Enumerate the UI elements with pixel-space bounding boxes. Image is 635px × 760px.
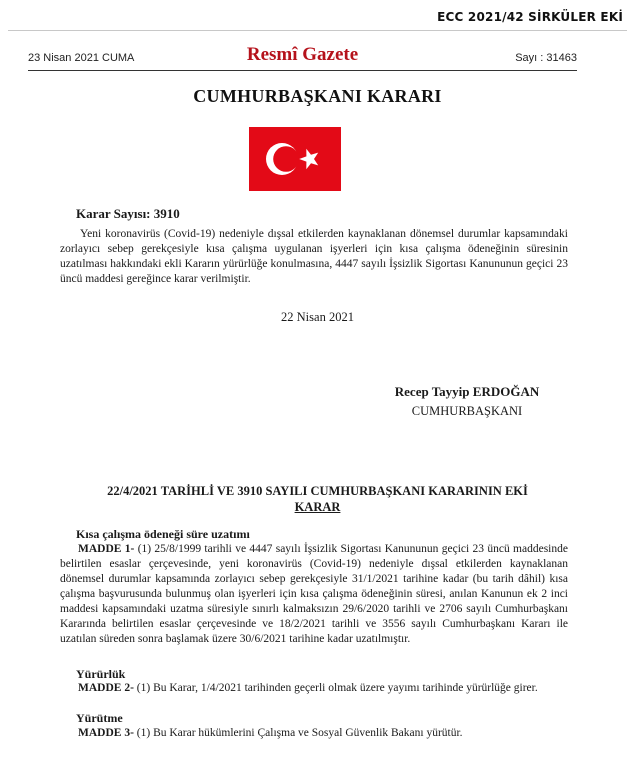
article-3-number: MADDE 3- — [78, 727, 134, 739]
section-heading-execution: Yürütme — [76, 711, 123, 725]
section-heading-extension: Kısa çalışma ödeneği süre uzatımı — [76, 527, 250, 541]
gazette-issue: Sayı : 31463 — [515, 52, 577, 64]
flag-crescent-inner — [273, 146, 299, 172]
turkish-flag-icon — [249, 127, 341, 191]
article-2-number: MADDE 2- — [78, 682, 134, 694]
article-2-text: (1) Bu Karar, 1/4/2021 tarihinden geçerli olmak üzere yayımı tarihinde yürürlüğe girer. — [133, 682, 538, 694]
signer-name: Recep Tayyip ERDOĞAN — [394, 384, 540, 399]
article-1 — [60, 542, 568, 647]
annex-subtitle: KARAR — [294, 500, 341, 514]
article-1-number: MADDE 1- — [78, 543, 135, 555]
article-3-text: (1) Bu Karar hükümlerini Çalışma ve Sosyal Güvenlik Bakanı yürütür. — [133, 727, 463, 739]
decree-intro: Yeni koronavirüs (Covid-19) nedeniyle dışsal etkilerden kaynaklanan dönemsel durumlar kapsamındaki zorlayıcı sebep gerekçesiyle kısa çalışma uygulanan işyerleri için kısa çalışma ödeneğinin süresinin uzatılması hakkındaki ekli Kararın yürürlüğe konulmasına, 4447 sayılı İşsizlik Sigortası Kanununun geçici 23 üncü maddesi gereğince karar verilmiştir. — [60, 228, 568, 285]
decree-date: 22 Nisan 2021 — [281, 310, 354, 324]
signer-title: CUMHURBAŞKANI — [411, 404, 523, 418]
decree-title: CUMHURBAŞKANI KARARI — [193, 86, 442, 106]
signature-block — [372, 384, 562, 419]
section-heading-effect: Yürürlük — [76, 667, 126, 681]
article-1-text: (1) 25/8/1999 tarihli ve 4447 sayılı İşsizlik Sigortası Kanununun geçici 23 üncü maddesinde belirtilen esaslar çerçevesinde, yeni koronavirüs (Covid-19) nedeniyle dışsal etkilerden kaynaklanan dönemsel durumlar kapsamında zorlayıcı sebep gerekçesiyle 31/1/2021 tarihine kadar (bu tarih dâhil) kısa çalışma başvurusunda bulunmuş olan işyerleri için kısa çalışma ödeneğinin süresi, anılan Kanunun ek 2 inci maddesi kapsamındaki uzatma süresiyle sınırlı kalmaksızın 29/6/2020 tarihli ve 2706 sayılı Cumhurbaşkanı Kararında belirtilen esaslar çerçevesinde ve 18/2/2021 tarihli ve 3556 sayılı Cumhurbaşkanı Kararı ile uzatılan süreden sonra başlamak üzere 30/6/2021 tarihine kadar uzatılmıştır. — [60, 543, 568, 645]
annex-title: 22/4/2021 TARİHLİ VE 3910 SAYILI CUMHURBAŞKANI KARARININ EKİ — [107, 484, 528, 498]
gazette-header — [28, 44, 577, 71]
article-2 — [60, 681, 568, 696]
decree-number: Karar Sayısı: 3910 — [76, 206, 180, 221]
gazette-title: Resmî Gazete — [246, 44, 359, 65]
article-3 — [60, 726, 568, 741]
circular-label: ECC 2021/42 SİRKÜLER EKİ — [437, 10, 623, 24]
gazette-date: 23 Nisan 2021 CUMA — [28, 52, 135, 64]
header-divider — [8, 30, 627, 31]
